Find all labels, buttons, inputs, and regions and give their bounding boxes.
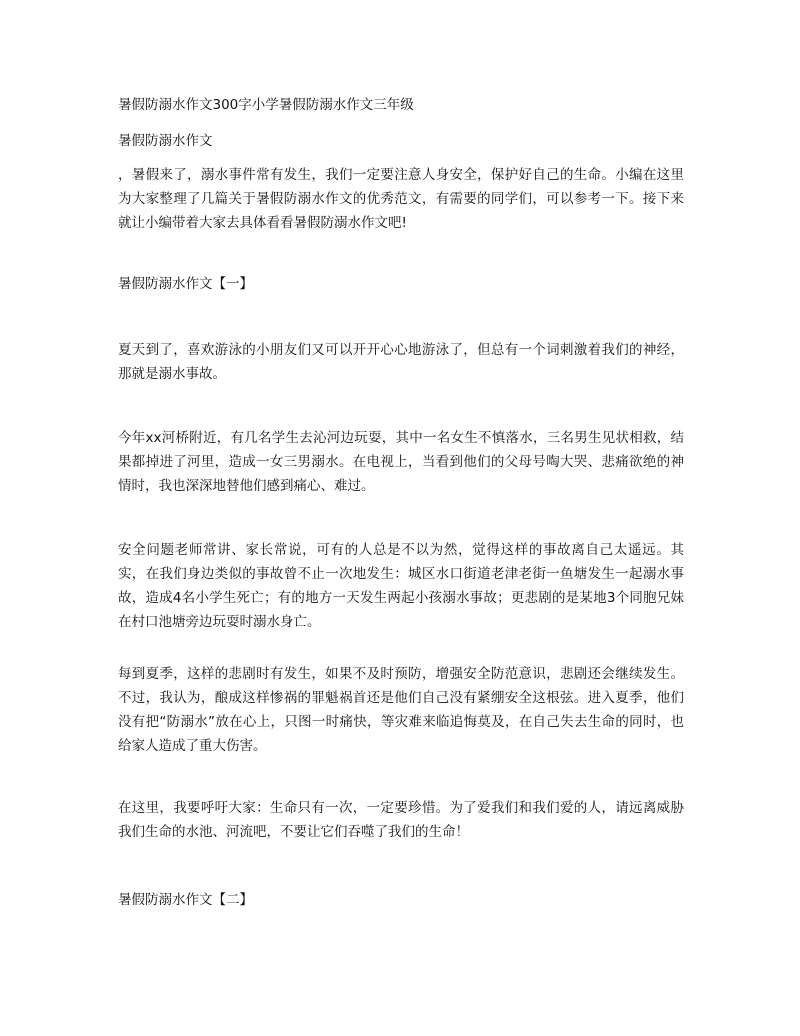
body-paragraph-5: 在这里，我要呼吁大家：生命只有一次，一定要珍惜。为了爱我们和我们爱的人，请远离威胁我们生命的水池、河流吧，不要让它们吞噬了我们的生命！ [118,800,684,840]
body-paragraph-3: 安全问题老师常讲、家长常说，可有的人总是不以为然，觉得这样的事故离自己太遥远。其实，在我们身边类似的事故曾不止一次地发生：城区水口街道老津老街一鱼塘发生一起溺水事故，造成4名小学生死亡；有的地方一天发生两起小孩溺水事故；更悲剧的是某地3个同胞兄妹在村口池塘旁边玩耍时溺水身亡。 [118,542,684,630]
section-heading-1: 暑假防溺水作文【一】 [118,276,253,292]
section-heading-2: 暑假防溺水作文【二】 [118,892,253,908]
body-paragraph-4: 每到夏季，这样的悲剧时有发生，如果不及时预防，增强安全防范意识，悲剧还会继续发生。不过，我认为，酿成这样惨祸的罪魁祸首还是他们自己没有紧绷安全这根弦。进入夏季，他们没有把“防溺水”放在心上，只图一时痛快，等灾难来临追悔莫及，在自己失去生命的同时，也给家人造成了重大伤害。 [118,666,684,754]
document-title: 暑假防溺水作文300字小学暑假防溺水作文三年级 [118,97,414,113]
body-paragraph-1: 夏天到了，喜欢游泳的小朋友们又可以开开心心地游泳了，但总有一个词刺激着我们的神经，那就是溺水事故。 [118,342,684,382]
intro-paragraph: ，暑假来了，溺水事件常有发生，我们一定要注意人身安全，保护好自己的生命。小编在这里为大家整理了几篇关于暑假防溺水作文的优秀范文，有需要的同学们，可以参考一下。接下来就让小编带着大家去具体看看暑假防溺水作文吧! [118,167,684,231]
document-subtitle: 暑假防溺水作文 [118,133,213,149]
body-paragraph-2: 今年xx河桥附近，有几名学生去沁河边玩耍，其中一名女生不慎落水，三名男生见状相救，结果都掉进了河里，造成一女三男溺水。在电视上，当看到他们的父母号啕大哭、悲痛欲绝的神情时，我也深深地替他们感到痛心、难过。 [118,430,684,494]
